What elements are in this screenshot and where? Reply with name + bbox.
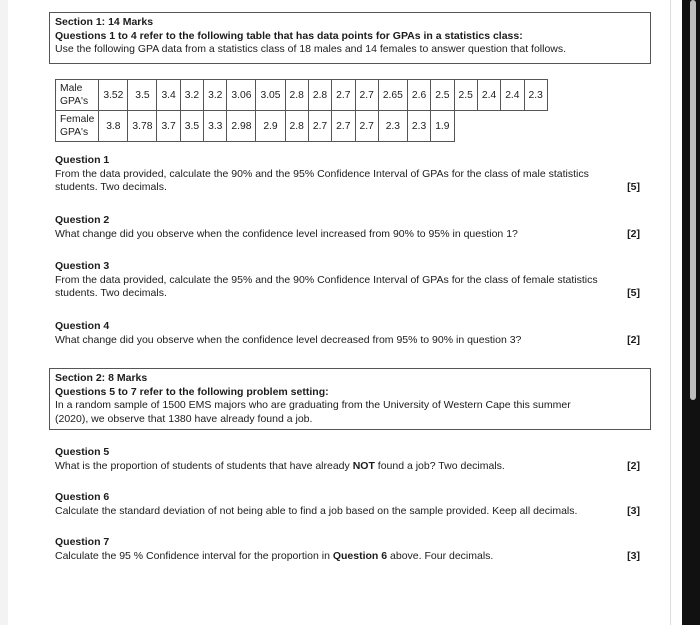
- section1-instruction: Use the following GPA data from a statistics class of 18 males and 14 females to answer question that follows.: [55, 43, 567, 55]
- question-2-title: Question 2: [55, 214, 110, 226]
- female-gpa-cell: 2.9: [256, 111, 285, 142]
- section2-text-cont: (2020), we observe that 1380 have already found a job.: [55, 412, 313, 425]
- male-gpa-cell: 2.5: [431, 80, 454, 111]
- question-6-marks: [3]: [627, 504, 640, 517]
- question-2-text: What change did you observe when the confidence level increased from 90% to 95% in question 1?: [55, 227, 518, 240]
- question-5: [55, 446, 645, 473]
- question-2: [55, 214, 645, 241]
- female-gpa-cell: 2.3: [378, 111, 407, 142]
- male-gpa-cell: 3.5: [128, 80, 157, 111]
- question-7: [55, 536, 645, 563]
- male-row: [56, 80, 548, 111]
- male-gpa-cell: 2.4: [501, 80, 524, 111]
- question-5-emphasis: NOT: [352, 459, 375, 472]
- question-1-title: Question 1: [55, 154, 110, 166]
- female-gpa-cell: 2.7: [308, 111, 331, 142]
- female-row: [56, 111, 548, 142]
- empty-cell: [501, 111, 524, 142]
- question-1-marks: [5]: [627, 181, 640, 193]
- female-gpa-cell: 3.78: [128, 111, 157, 142]
- left-margin: [0, 0, 8, 625]
- female-gpa-cell: 2.3: [407, 111, 430, 142]
- male-gpa-cell: 3.2: [204, 80, 227, 111]
- section1-box: [49, 12, 651, 64]
- empty-cell: [524, 111, 547, 142]
- question-7-marks: [3]: [627, 549, 640, 562]
- question-6-text: Calculate the standard deviation of not being able to find a job based on the sample provided. Keep all decimals.: [55, 504, 578, 517]
- question-5-marks: [2]: [627, 459, 640, 472]
- question-6: [55, 491, 645, 518]
- question-4-title: Question 4: [55, 320, 110, 332]
- male-gpa-cell: 2.6: [407, 80, 430, 111]
- male-gpa-cell: 3.06: [227, 80, 256, 111]
- section2-title: Section 2: 8 Marks: [55, 372, 148, 384]
- gpa-table: [55, 79, 548, 142]
- male-gpa-cell: 2.8: [285, 80, 308, 111]
- female-gpa-cell: 3.8: [99, 111, 128, 142]
- female-gpa-cell: 2.8: [285, 111, 308, 142]
- male-gpa-cell: 3.52: [99, 80, 128, 111]
- section2-text: In a random sample of 1500 EMS majors who are graduating from the University of Western Cape this summer: [55, 399, 571, 411]
- female-gpa-cell: 2.7: [355, 111, 378, 142]
- question-3-marks: [5]: [627, 287, 640, 299]
- question-7-text-end: above. Four decimals.: [387, 549, 494, 562]
- male-gpa-cell: 3.05: [256, 80, 285, 111]
- question-5-text-end: found a job? Two decimals.: [374, 459, 505, 472]
- male-gpa-cell: 2.7: [355, 80, 378, 111]
- male-gpa-cell: 2.4: [477, 80, 500, 111]
- empty-cell: [477, 111, 500, 142]
- female-gpa-cell: 2.98: [227, 111, 256, 142]
- question-1-text: From the data provided, calculate the 90% and the 95% Confidence Interval of GPAs for the class of male statistics: [55, 167, 589, 180]
- question-7-text: Calculate the 95 % Confidence interval for the proportion in: [55, 549, 333, 562]
- empty-cell: [454, 111, 477, 142]
- question-1: [55, 154, 645, 195]
- male-row-header: Male GPA's: [56, 80, 99, 111]
- male-gpa-cell: 2.8: [308, 80, 331, 111]
- male-gpa-cell: 2.7: [332, 80, 355, 111]
- female-gpa-cell: 3.5: [180, 111, 203, 142]
- question-3: [55, 260, 645, 301]
- question-4-text: What change did you observe when the confidence level decreased from 95% to 90% in question 3?: [55, 333, 522, 346]
- question-5-text: What is the proportion of students of students that have already: [55, 459, 353, 472]
- section1-subtitle: Questions 1 to 4 refer to the following table that has data points for GPAs in a statistics class:: [55, 29, 523, 42]
- question-7-title: Question 7: [55, 536, 110, 548]
- female-gpa-cell: 3.3: [204, 111, 227, 142]
- female-gpa-cell: 1.9: [431, 111, 454, 142]
- question-4-marks: [2]: [627, 333, 640, 346]
- question-1-text-cont: students. Two decimals.: [55, 181, 167, 193]
- male-gpa-cell: 3.2: [180, 80, 203, 111]
- question-3-title: Question 3: [55, 260, 110, 272]
- question-5-title: Question 5: [55, 446, 110, 458]
- male-gpa-cell: 2.5: [454, 80, 477, 111]
- section2-subtitle: Questions 5 to 7 refer to the following problem setting:: [55, 385, 329, 398]
- male-gpa-cell: 2.65: [378, 80, 407, 111]
- section1-title: Section 1: 14 Marks: [55, 16, 154, 28]
- question-6-title: Question 6: [55, 491, 110, 503]
- question-7-emphasis: Question 6: [332, 549, 388, 562]
- section2-box: [49, 368, 651, 430]
- question-3-text: From the data provided, calculate the 95% and the 90% Confidence Interval of GPAs for the class of female statistics: [55, 273, 598, 286]
- female-gpa-cell: 3.7: [157, 111, 180, 142]
- male-gpa-cell: 3.4: [157, 80, 180, 111]
- question-3-text-cont: students. Two decimals.: [55, 287, 167, 299]
- female-gpa-cell: 2.7: [332, 111, 355, 142]
- scrollbar-thumb[interactable]: [690, 0, 696, 400]
- question-4: [55, 320, 645, 347]
- question-2-marks: [2]: [627, 227, 640, 240]
- male-gpa-cell: 2.3: [524, 80, 547, 111]
- female-row-header: Female GPA's: [56, 111, 99, 142]
